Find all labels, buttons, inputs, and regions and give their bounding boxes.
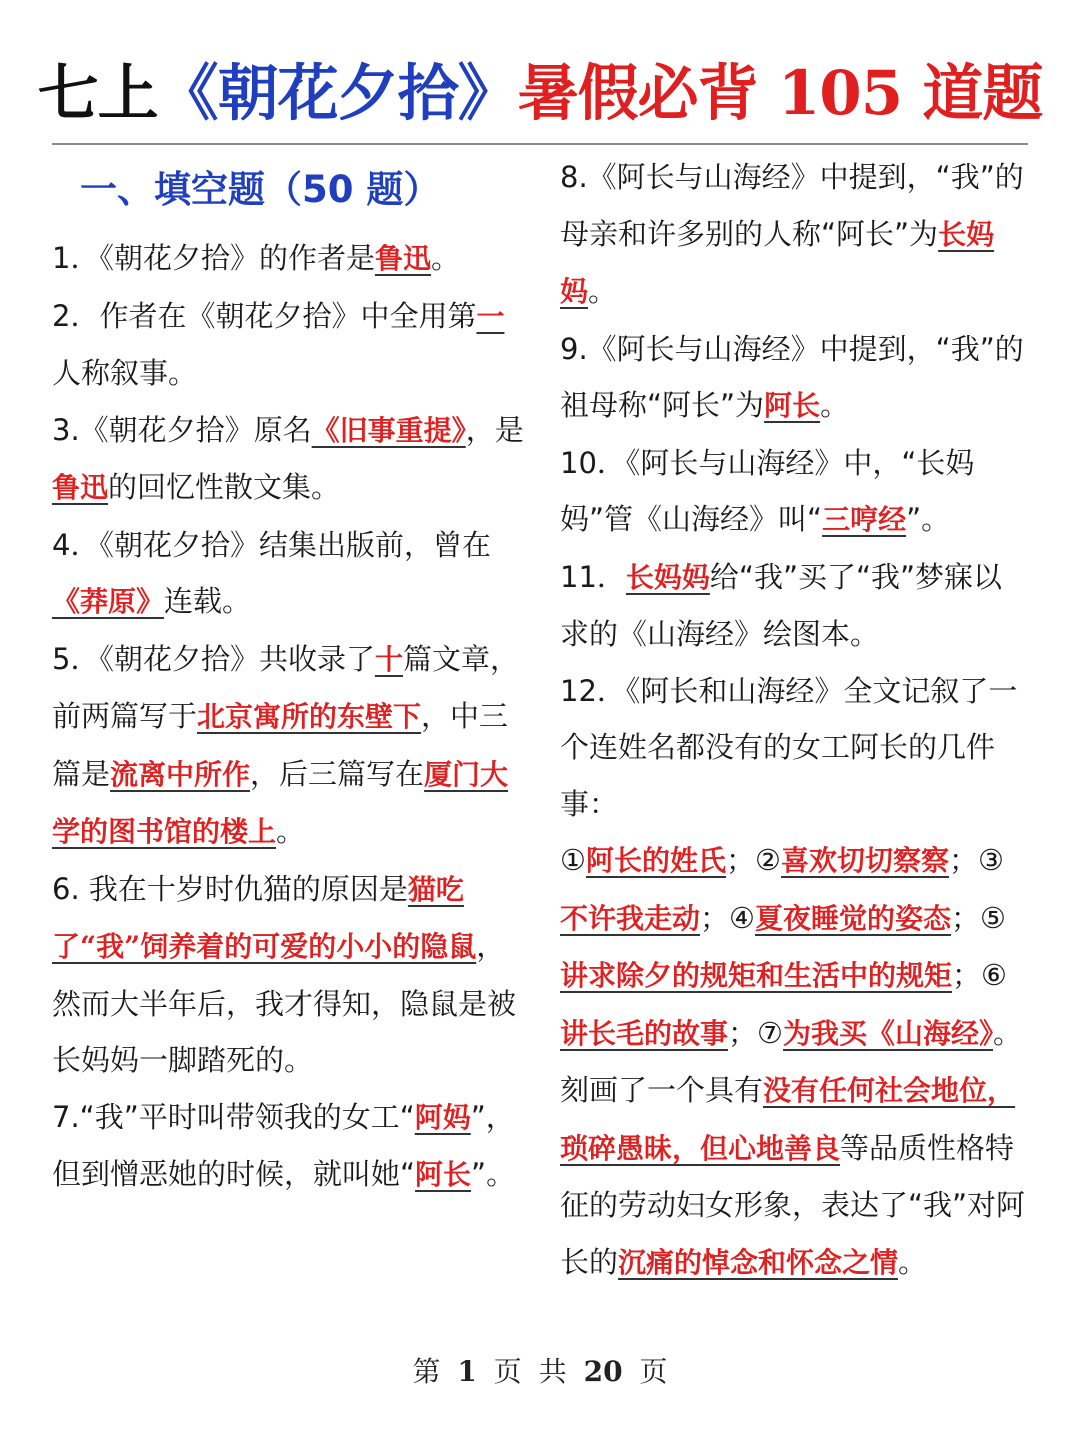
question-text: 。	[898, 1244, 928, 1279]
question-text: ，后三篇写在	[250, 756, 425, 791]
question-10	[560, 435, 1030, 549]
question-text: ，中三篇是	[52, 699, 509, 791]
page-footer	[0, 1350, 1080, 1390]
question-12-details	[560, 832, 1030, 1291]
question-6	[52, 861, 528, 1089]
question-9	[560, 321, 1030, 435]
footer-middle: 页 共	[493, 1355, 567, 1388]
question-12	[560, 663, 1030, 833]
question-text: 9.《阿长与山海经》中提到，“我”的祖母称“阿长”为	[560, 331, 1024, 422]
answer-text: 猫吃了“我”饲养着的可爱的小小的隐鼠	[52, 872, 477, 963]
question-text: 4．《朝花夕拾》结集出版前，曾在	[52, 527, 491, 562]
question-text: ；④	[700, 900, 756, 935]
title-divider	[52, 143, 1028, 145]
answer-text: 北京寓所的东壁下	[197, 700, 422, 733]
question-text: 8.《阿长与山海经》中提到，“我”的母亲和许多别的人称“阿长”为	[560, 160, 1024, 251]
answer-text: 没有任何社会地位，琐碎愚昧，但心地善良	[560, 1074, 1016, 1165]
question-text: ①	[560, 843, 586, 877]
question-text: 11．	[560, 559, 626, 594]
answer-text: 一	[476, 299, 505, 333]
question-11	[560, 549, 1030, 663]
answer-text: 讲长毛的故事	[560, 1016, 729, 1050]
title-subject: 暑假必背 105 道题	[517, 58, 1043, 129]
question-text: 1．《朝花夕拾》的作者是	[52, 241, 375, 275]
question-text: ，然而大半年后，我才得知，隐鼠是被长妈妈一脚踏死的。	[52, 929, 517, 1077]
footer-suffix: 页	[639, 1355, 668, 1388]
question-2	[52, 288, 528, 402]
answer-text: 喜欢切切察察	[781, 844, 950, 877]
question-text: 7.“我”平时叫带领我的女工“	[52, 1099, 415, 1134]
question-5	[52, 631, 528, 861]
question-text: ”，但到憎恶她的时候，就叫她“	[52, 1099, 515, 1191]
answer-text: 沉痛的悼念和怀念之情	[618, 1245, 899, 1279]
right-column	[560, 149, 1030, 1291]
question-text: ”。	[471, 1157, 516, 1191]
question-text: 。刻画了一个具有	[560, 1015, 1023, 1107]
question-text: 人称叙事。	[52, 356, 198, 390]
question-7	[52, 1089, 528, 1204]
question-text: 篇文章，前两篇写于	[52, 641, 519, 733]
answer-text: 为我买《山海经》	[783, 1016, 994, 1050]
answer-text: 十	[374, 642, 403, 676]
question-3	[52, 402, 528, 517]
question-1	[52, 230, 528, 288]
question-text: 5．《朝花夕拾》共收录了	[52, 641, 375, 676]
question-text: 3.《朝花夕拾》原名	[52, 412, 312, 447]
question-text: 10．《阿长与山海经》中，“长妈妈”管《山海经》叫“	[560, 445, 975, 536]
question-text: 2．作者在《朝花夕拾》中全用第	[52, 298, 477, 333]
question-text: ；②	[726, 843, 782, 877]
answer-text: 流离中所作	[110, 757, 251, 791]
question-text: ，是	[465, 412, 524, 447]
answer-text: 长妈妈	[560, 217, 995, 308]
question-8	[560, 149, 1030, 321]
answer-text: 不许我走动	[560, 901, 701, 935]
footer-total-pages: 20	[583, 1355, 623, 1388]
answer-text: 阿妈	[414, 1100, 471, 1134]
title-grade: 七上	[37, 58, 158, 129]
question-text: 。	[276, 814, 306, 848]
answer-text: 夏夜睡觉的姿态	[755, 901, 952, 935]
left-column	[52, 150, 528, 1204]
question-text: 。	[820, 388, 850, 422]
question-text: 给“我”买了“我”梦寐以求的《山海经》绘图本。	[560, 559, 1003, 651]
section-heading: 一、填空题（50 题）	[80, 168, 441, 211]
question-text: ；⑦	[728, 1015, 784, 1050]
answer-text: 长妈妈	[625, 560, 710, 594]
question-text: 连载。	[164, 584, 252, 618]
question-text: ”。	[906, 502, 951, 536]
question-text: 的回忆性散文集。	[108, 470, 341, 504]
answer-text: 讲求除夕的规矩和生活中的规矩	[560, 959, 953, 992]
question-text: ；⑤	[951, 900, 1007, 935]
footer-prefix: 第	[412, 1355, 441, 1388]
answer-text: 阿长	[415, 1158, 472, 1191]
answer-text: 厦门大学的图书馆的楼上	[52, 757, 509, 848]
question-4	[52, 517, 528, 631]
question-text: 12．《阿长和山海经》全文记叙了一个连姓名都没有的女工阿长的几件事：	[560, 673, 1018, 821]
question-text: ；③	[949, 843, 1005, 877]
title-book: 《朝花夕拾》	[157, 58, 518, 129]
answer-text: 阿长	[764, 389, 821, 422]
question-text: 等品质性格特征的劳动妇女形象，表达了“我”对阿长的	[560, 1130, 1026, 1279]
question-text: 。	[430, 241, 460, 275]
answer-text: 阿长的姓氏	[586, 844, 727, 877]
page-title	[0, 52, 1080, 136]
question-text: 。	[588, 274, 618, 308]
footer-page-number: 1	[457, 1355, 477, 1388]
question-text: ；⑥	[952, 958, 1008, 992]
answer-text: 鲁迅	[52, 471, 109, 504]
answer-text: 鲁迅	[374, 242, 431, 275]
answer-text: 三哼经	[822, 503, 907, 536]
question-text: 6. 我在十岁时仇猫的原因是	[52, 871, 408, 906]
answer-text: 《莽原》	[52, 585, 165, 618]
answer-text: 《旧事重提》	[311, 413, 466, 447]
